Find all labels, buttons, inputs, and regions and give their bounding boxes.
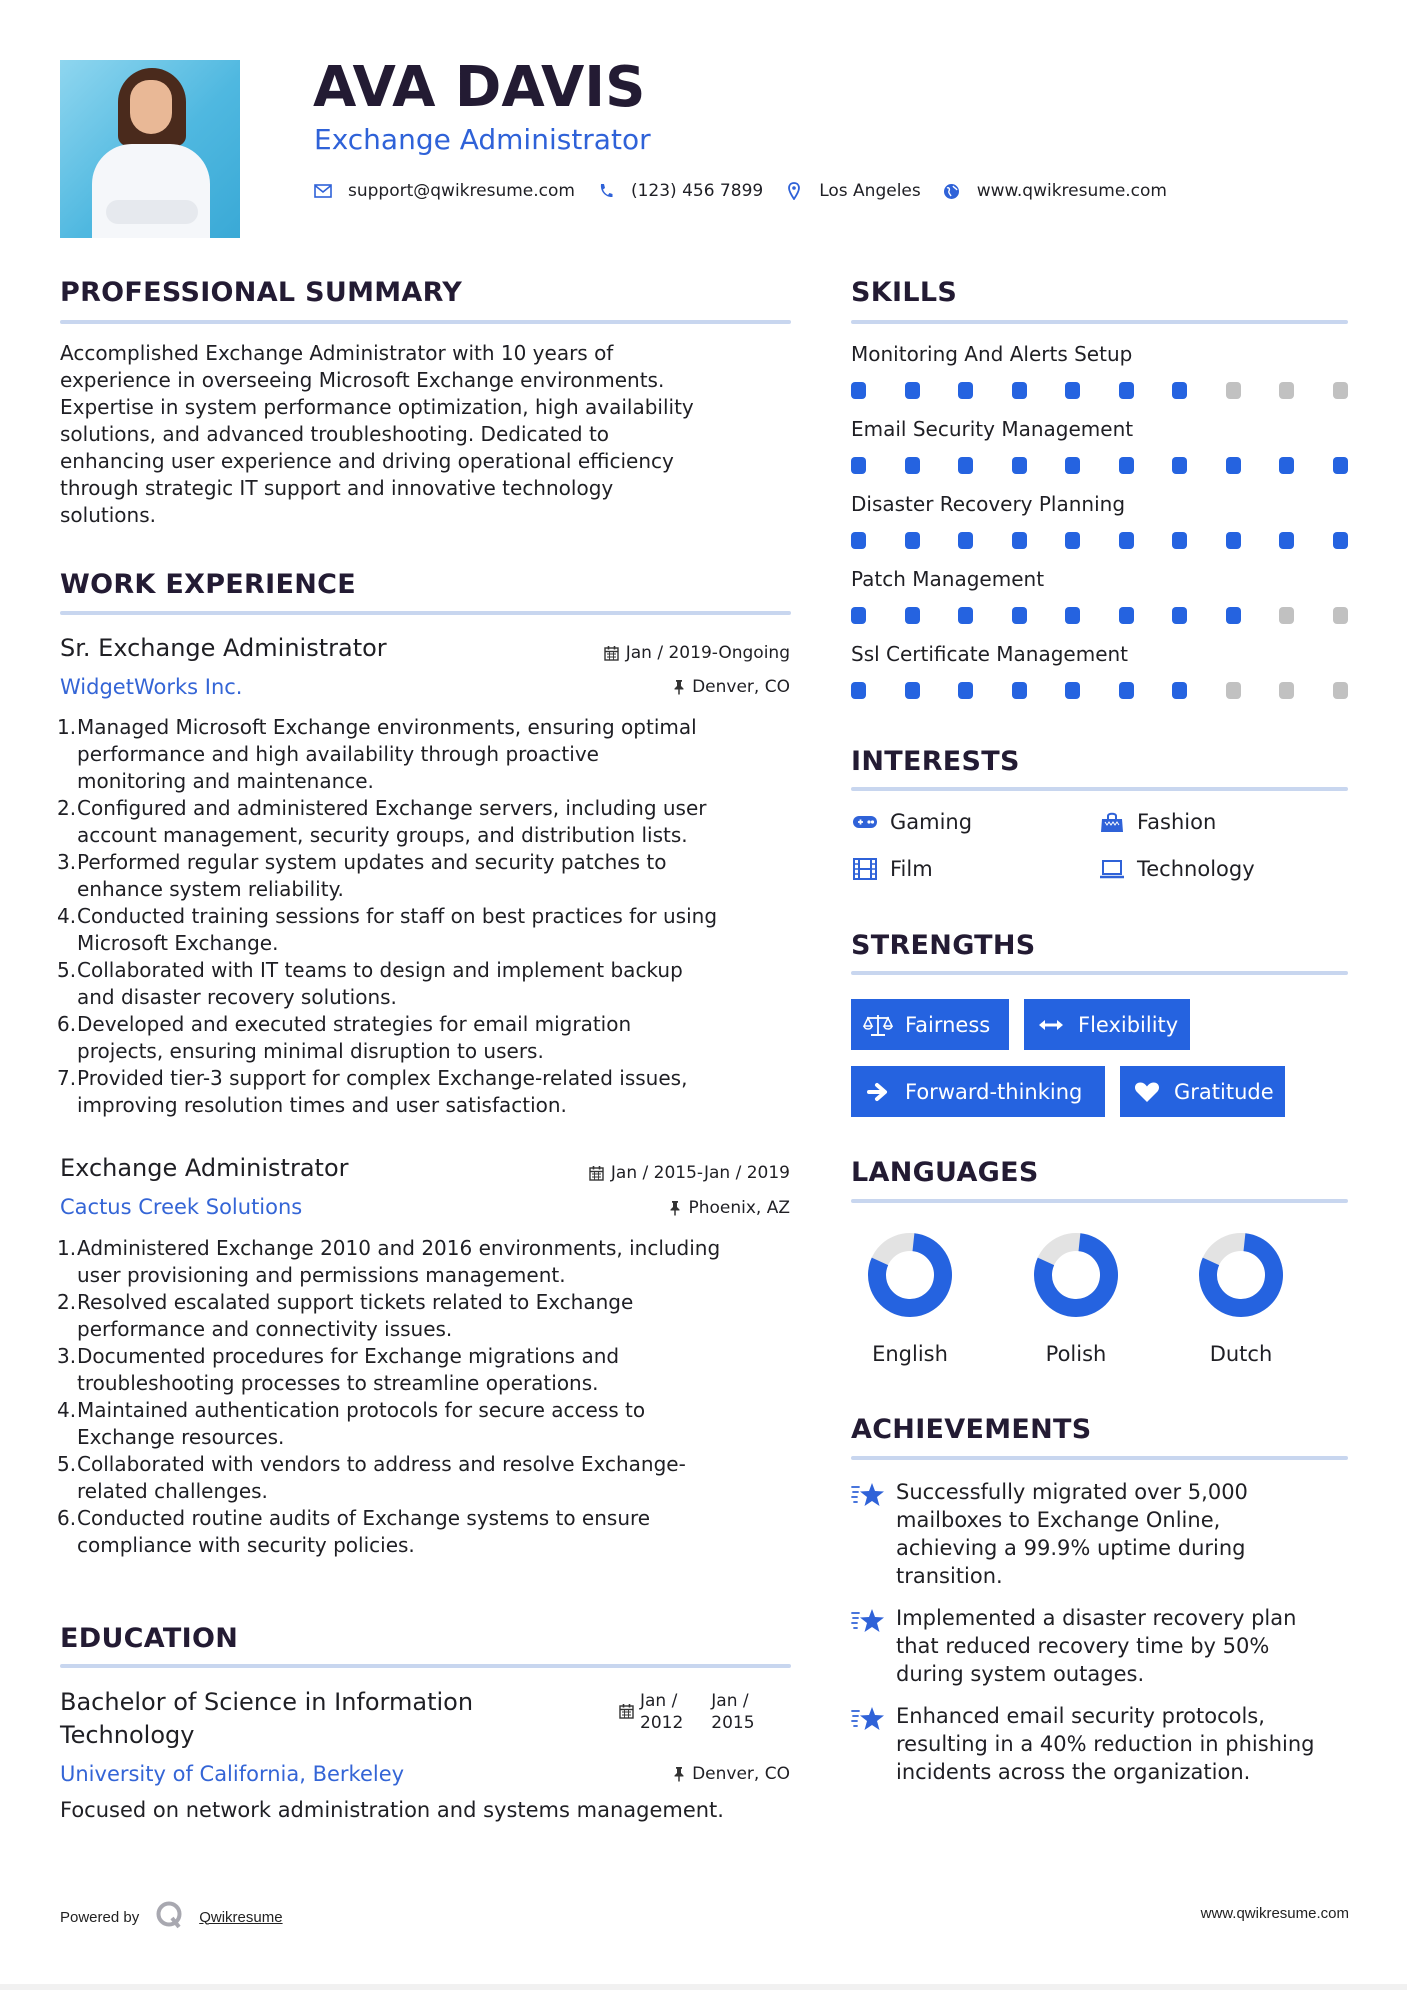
duty-item: 2. Resolved escalated support tickets related to Exchange performance and connectivity issues. <box>57 1290 634 1341</box>
language-item <box>1181 1232 1301 1368</box>
rating-dot-filled <box>851 682 866 699</box>
rating-dot-filled <box>851 607 866 624</box>
job-location: Phoenix, AZ <box>669 1196 790 1220</box>
calendar-icon <box>619 1690 634 1734</box>
job-dates: Jan / 2019-Ongoing <box>604 641 790 665</box>
skill-item <box>851 565 1348 640</box>
education-location: Denver, CO <box>673 1762 790 1786</box>
skill-item <box>851 490 1348 565</box>
phone-text: (123) 456 7899 <box>630 181 764 201</box>
rating-dot-filled <box>905 607 920 624</box>
skill-name: Disaster Recovery Planning <box>851 492 1126 516</box>
strength-chip-gratitude: Gratitude <box>1120 1066 1285 1117</box>
page-bottom-edge <box>0 1984 1407 1990</box>
language-name: Polish <box>1045 1342 1107 1366</box>
profile-photo <box>60 60 240 238</box>
education-description: Focused on network administration and systems management. <box>60 1798 724 1822</box>
candidate-name: AVA DAVIS <box>313 55 646 120</box>
rating-dot-empty <box>1333 382 1348 399</box>
star-icon <box>851 1702 896 1786</box>
school-name: University of California, Berkeley <box>60 1762 405 1786</box>
language-item <box>1016 1232 1136 1368</box>
rating-dot-empty <box>1226 382 1241 399</box>
rating-dot-empty <box>1279 607 1294 624</box>
rating-dot-filled <box>1119 607 1134 624</box>
job-location: Denver, CO <box>673 675 790 699</box>
job-dates: Jan / 2015-Jan / 2019 <box>589 1161 790 1185</box>
rating-dot-filled <box>1119 682 1134 699</box>
powered-by-label: Powered by <box>60 1908 140 1926</box>
section-title-summary: PROFESSIONAL SUMMARY <box>60 277 463 308</box>
section-title-skills: SKILLS <box>851 277 958 308</box>
achievement-item <box>851 1702 1351 1786</box>
phone-icon <box>597 182 615 200</box>
rating-dot-filled <box>1333 532 1348 549</box>
rating-dot-filled <box>1012 682 1027 699</box>
section-title-interests: INTERESTS <box>851 746 1020 777</box>
degree-title: Bachelor of Science in Information Technology <box>60 1688 474 1749</box>
globe-icon <box>943 182 961 200</box>
rating-dot-filled <box>905 532 920 549</box>
rating-dot-empty <box>1226 682 1241 699</box>
footer-website[interactable]: www.qwikresume.com <box>1200 1905 1349 1922</box>
skill-name: Ssl Certificate Management <box>851 642 1129 666</box>
calendar-icon <box>589 1165 604 1181</box>
rating-dot-filled <box>851 457 866 474</box>
skill-item <box>851 340 1348 415</box>
skill-item <box>851 640 1348 715</box>
company-name: WidgetWorks Inc. <box>60 675 243 699</box>
rating-dot-filled <box>1065 682 1080 699</box>
rating-dot-filled <box>1065 457 1080 474</box>
rating-dot-filled <box>958 682 973 699</box>
rating-dot-filled <box>905 457 920 474</box>
language-donut-chart <box>1198 1232 1284 1318</box>
candidate-title: Exchange Administrator <box>314 123 651 156</box>
rating-dot-filled <box>958 457 973 474</box>
section-divider <box>60 611 791 615</box>
section-title-education: EDUCATION <box>60 1623 239 1654</box>
rating-dot-filled <box>1065 532 1080 549</box>
achievement-item <box>851 1604 1351 1688</box>
section-title-languages: LANGUAGES <box>851 1157 1039 1188</box>
duty-item: 6. Developed and executed strategies for email migration projects, ensuring minimal disruption to users. <box>57 1012 632 1063</box>
duty-item: 1. Managed Microsoft Exchange environments, ensuring optimal performance and high availability through proactive monitoring and maintenance. <box>57 715 697 793</box>
achievement-text: Enhanced email security protocols, resulting in a 40% reduction in phishing incidents across the organization. <box>896 1704 1315 1784</box>
duty-item: 4. Conducted training sessions for staff on best practices for using Microsoft Exchange. <box>57 904 718 955</box>
rating-dot-filled <box>1119 532 1134 549</box>
email-text: support@qwikresume.com <box>348 181 575 201</box>
interest-item-technology: Technology <box>1098 855 1255 883</box>
duty-item: 1. Administered Exchange 2010 and 2016 environments, including user provisioning and permissions management. <box>57 1236 721 1287</box>
balance-scale-icon <box>863 1013 893 1037</box>
qwikresume-logo-icon <box>155 1900 185 1934</box>
film-icon <box>851 858 878 880</box>
contact-website[interactable] <box>943 181 1167 201</box>
interest-item-fashion: Fashion <box>1098 808 1216 836</box>
duty-item: 2. Configured and administered Exchange servers, including user account management, security groups, and distribution lists. <box>57 796 707 847</box>
rating-dot-filled <box>1065 382 1080 399</box>
rating-dot-empty <box>1333 607 1348 624</box>
job-title: Exchange Administrator <box>60 1154 349 1182</box>
section-divider <box>851 787 1348 791</box>
location-text: Los Angeles <box>819 181 921 201</box>
rating-dot-filled <box>1172 607 1187 624</box>
section-divider <box>851 1456 1348 1460</box>
calendar-icon <box>604 645 619 661</box>
rating-dot-filled <box>851 382 866 399</box>
job-duties-list <box>59 1235 799 1559</box>
pushpin-icon <box>673 1766 685 1782</box>
arrows-horizontal-icon <box>1036 1013 1066 1037</box>
job-duties-list <box>59 714 799 1119</box>
skill-rating <box>851 682 1348 699</box>
skill-name: Email Security Management <box>851 417 1134 441</box>
rating-dot-filled <box>905 382 920 399</box>
skill-name: Monitoring And Alerts Setup <box>851 342 1133 366</box>
duty-item: 6. Conducted routine audits of Exchange systems to ensure compliance with security policies. <box>57 1506 651 1557</box>
contact-phone[interactable] <box>597 181 763 201</box>
rating-dot-filled <box>1333 457 1348 474</box>
rating-dot-filled <box>851 532 866 549</box>
website-text: www.qwikresume.com <box>976 181 1167 201</box>
rating-dot-filled <box>958 607 973 624</box>
rating-dot-filled <box>1012 607 1027 624</box>
duty-item: 7. Provided tier-3 support for complex Exchange-related issues, improving resolution times and user satisfaction. <box>57 1066 688 1117</box>
achievement-item <box>851 1478 1351 1590</box>
rating-dot-filled <box>958 382 973 399</box>
section-title-achievements: ACHIEVEMENTS <box>851 1414 1092 1445</box>
achievement-text: Successfully migrated over 5,000 mailboxes to Exchange Online, achieving a 99.9% uptime during transition. <box>896 1480 1248 1588</box>
rating-dot-filled <box>1012 457 1027 474</box>
language-name: English <box>872 1342 948 1366</box>
interest-item-gaming: Gaming <box>851 808 972 836</box>
rating-dot-filled <box>958 532 973 549</box>
rating-dot-filled <box>1226 457 1241 474</box>
section-title-strengths: STRENGTHS <box>851 930 1036 961</box>
rating-dot-filled <box>1172 682 1187 699</box>
section-divider <box>60 320 791 324</box>
gamepad-icon <box>851 811 878 833</box>
language-donut-chart <box>1033 1232 1119 1318</box>
skill-rating <box>851 457 1348 474</box>
language-item <box>850 1232 970 1368</box>
duty-item: 5. Collaborated with IT teams to design and implement backup and disaster recovery solutions. <box>57 958 683 1009</box>
rating-dot-filled <box>1065 607 1080 624</box>
section-title-experience: WORK EXPERIENCE <box>60 569 356 600</box>
skill-rating <box>851 382 1348 399</box>
section-divider <box>60 1664 791 1668</box>
rating-dot-filled <box>1012 382 1027 399</box>
language-donut-chart <box>867 1232 953 1318</box>
section-divider <box>851 1199 1348 1203</box>
summary-text: Accomplished Exchange Administrator with 10 years of experience in overseeing Microsoft Exchange environments. Expertise in system performance optimization, high availability solutions, and advanced troubleshooting. Dedicated to enhancing user experience and driving operational efficiency through strategic IT support and innovative technology solutions. <box>60 341 694 527</box>
footer-powered-by <box>60 1900 283 1934</box>
rating-dot-filled <box>1279 457 1294 474</box>
strength-chip-flexibility: Flexibility <box>1024 999 1190 1050</box>
company-name: Cactus Creek Solutions <box>60 1195 303 1219</box>
star-icon <box>851 1478 896 1590</box>
skill-name: Patch Management <box>851 567 1045 591</box>
duty-item: 3. Documented procedures for Exchange migrations and troubleshooting processes to streamline operations. <box>57 1344 620 1395</box>
pushpin-icon <box>673 679 685 695</box>
laptop-icon <box>1098 858 1125 880</box>
rating-dot-empty <box>1279 382 1294 399</box>
rating-dot-filled <box>1119 457 1134 474</box>
heart-icon <box>1132 1080 1162 1104</box>
contact-location <box>785 181 921 201</box>
achievement-text: Implemented a disaster recovery plan that reduced recovery time by 50% during system outages. <box>896 1606 1297 1686</box>
qwikresume-link[interactable]: Qwikresume <box>199 1908 283 1926</box>
section-divider <box>851 971 1348 975</box>
achievements-list <box>851 1478 1351 1800</box>
strength-chip-forward-thinking: Forward-thinking <box>851 1066 1105 1117</box>
rating-dot-filled <box>1279 532 1294 549</box>
job-title: Sr. Exchange Administrator <box>60 634 387 662</box>
arrow-right-icon <box>863 1080 893 1104</box>
rating-dot-filled <box>905 682 920 699</box>
section-divider <box>851 320 1348 324</box>
skill-rating <box>851 532 1348 549</box>
rating-dot-filled <box>1012 532 1027 549</box>
education-dates: Jan / 2012 Jan / 2015 <box>619 1690 755 1734</box>
rating-dot-filled <box>1226 607 1241 624</box>
skills-list <box>851 340 1348 715</box>
rating-dot-filled <box>1172 532 1187 549</box>
duty-item: 3. Performed regular system updates and security patches to enhance system reliability. <box>57 850 667 901</box>
skill-rating <box>851 607 1348 624</box>
rating-dot-empty <box>1279 682 1294 699</box>
map-pin-icon <box>785 182 803 200</box>
rating-dot-filled <box>1172 382 1187 399</box>
duty-item: 5. Collaborated with vendors to address and resolve Exchange- related challenges. <box>57 1452 686 1503</box>
interest-item-film: Film <box>851 855 933 883</box>
envelope-icon <box>314 182 332 200</box>
contact-email[interactable] <box>314 181 575 201</box>
pushpin-icon <box>669 1200 681 1216</box>
language-name: Dutch <box>1209 1342 1273 1366</box>
duty-item: 4. Maintained authentication protocols for secure access to Exchange resources. <box>57 1398 646 1449</box>
shopping-bag-icon <box>1098 811 1125 833</box>
rating-dot-empty <box>1333 682 1348 699</box>
rating-dot-filled <box>1226 532 1241 549</box>
rating-dot-filled <box>1119 382 1134 399</box>
skill-item <box>851 415 1348 490</box>
star-icon <box>851 1604 896 1688</box>
rating-dot-filled <box>1172 457 1187 474</box>
contact-row <box>314 178 1189 204</box>
strength-chip-fairness: Fairness <box>851 999 1009 1050</box>
